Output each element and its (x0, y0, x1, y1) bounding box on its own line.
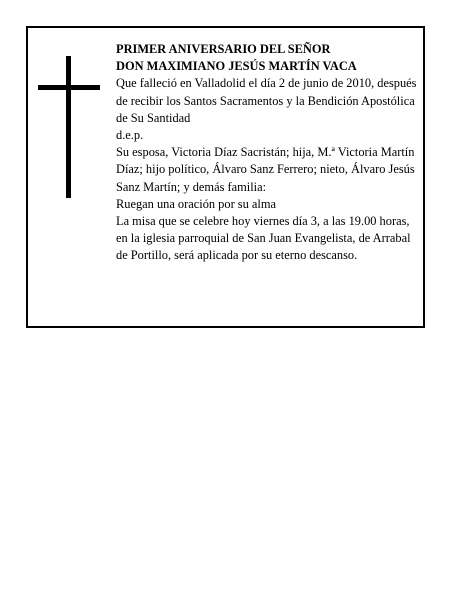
notice-text (116, 41, 421, 265)
cross-horizontal-bar (38, 85, 100, 90)
prayer-request: Ruegan una oración por su alma (116, 196, 276, 211)
family-list: Su esposa, Victoria Díaz Sacristán; hija, M.ª Victoria Martín Díaz; hijo político, Álvaro Sanz Ferrero; nieto, Álvaro Jesús Sanz Martín; y demás familia: (116, 145, 415, 194)
notice-heading-line-1: PRIMER ANIVERSARIO DEL SEÑOR (116, 42, 331, 56)
rest-in-peace: d.e.p. (116, 128, 144, 143)
death-statement: Que falleció en Valladolid el día 2 de junio de 2010, después de recibir los Santos Sacramentos y la Bendición Apostólica de Su Santidad (116, 76, 417, 125)
obituary-notice (26, 26, 425, 328)
cross-vertical-bar (66, 56, 71, 198)
notice-heading-line-2: DON MAXIMIANO JESÚS MARTÍN VACA (116, 59, 357, 74)
mass-announcement: La misa que se celebre hoy viernes día 3, a las 19.00 horas, en la iglesia parroquial de San Juan Evangelista, de Arrabal de Portillo, será aplicada por su eterno descanso. (116, 214, 411, 263)
latin-cross-icon (38, 56, 100, 198)
